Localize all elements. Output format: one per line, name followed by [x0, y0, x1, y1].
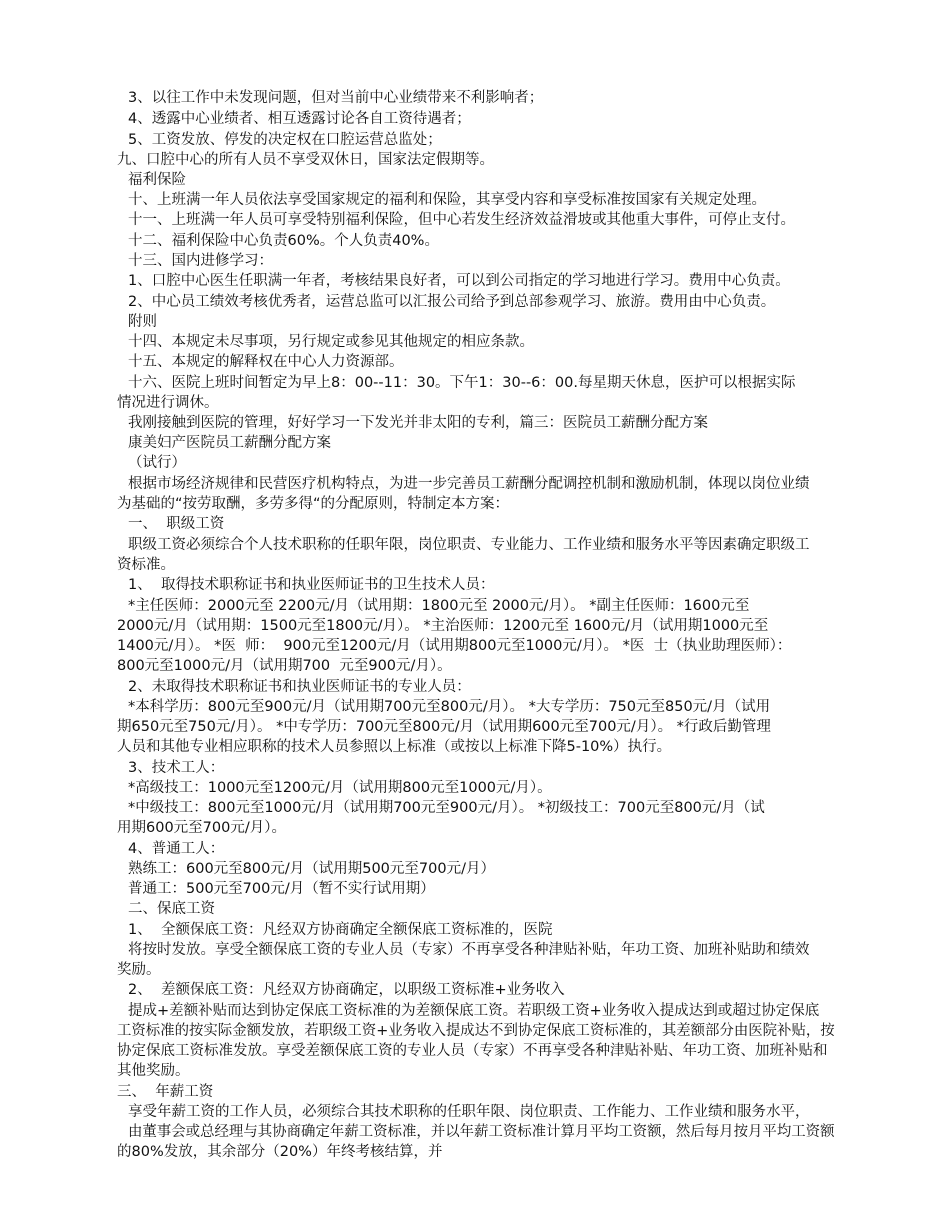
text-line: 十六、医院上班时间暂定为早上8：00--11：30。下午1：30--6：00.每星期天休息，医护可以根据实际	[128, 375, 796, 391]
section-heading: 享受年薪工资的工作人员，必须综合其技术职称的任职年限、岗位职责、工作能力、工作业绩和服务水平，	[128, 1104, 810, 1120]
text-line: *中级技工：800元至1000元/月（试用期700元至900元/月）。 *初级技工：700元至800元/月（试	[128, 800, 765, 816]
section-heading: 九、口腔中心的所有人员不享受双休日，国家法定假期等。	[117, 152, 494, 168]
text-line: 2000元/月（试用期：1500元至1800元/月）。 *主治医师：1200元至 1600元/月（试用期1000元至	[117, 618, 769, 634]
text-line: 1、 取得技术职称证书和执业医师证书的卫生技术人员：	[128, 577, 495, 593]
text-line: 1、口腔中心医生任职满一年者，考核结果良好者，可以到公司指定的学习地进行学习。费用中心负责。	[128, 273, 790, 289]
text-line: 普通工：500元至700元/月（暂不实行试用期）	[128, 881, 435, 897]
text-line: 提成+差额补贴而达到协定保底工资标准的为差额保底工资。若职级工资+业务收入提成达到或超过协定保底	[128, 1003, 820, 1019]
text-line: *高级技工：1000元至1200元/月（试用期800元至1000元/月）。	[128, 780, 552, 796]
text-line: 4、透露中心业绩者、相互透露讨论各自工资待遇者；	[128, 111, 471, 127]
text-line: 1、 全额保底工资：凡经双方协商确定全额保底工资标准的，医院	[128, 922, 553, 938]
text-line: 1400元/月）。 *医 师： 900元至1200元/月（试用期800元至1000元/月）。 *医 士（执业助理医师）：	[117, 638, 792, 654]
text-line: 情况进行调休。	[117, 395, 219, 411]
text-line: 人员和其他专业相应职称的技术人员参照以上标准（或按以上标准下降5-10%）执行。	[117, 739, 672, 755]
section-heading: 福利保险	[128, 172, 186, 188]
text-line: 由董事会或总经理与其协商确定年薪工资标准，并以年薪工资标准计算月平均工资额，然后每月按月平均工资额	[128, 1124, 835, 1140]
text-line: *本科学历：800元至900元/月（试用期700元至800元/月）。 *大专学历：750元至850元/月（试用	[128, 699, 771, 715]
text-line: 根据市场经济规律和民营医疗机构特点，为进一步完善员工薪酬分配调控机制和激励机制，体现以岗位业绩	[128, 476, 810, 492]
text-line: 用期600元至700元/月）。	[117, 820, 286, 836]
text-line: 3、技术工人：	[128, 760, 225, 776]
section-heading: 十三、国内进修学习：	[128, 253, 273, 269]
document-title: 康美妇产医院员工薪酬分配方案	[128, 435, 331, 451]
text-line: 800元至1000元/月（试用期700 元至900元/月）。	[117, 658, 452, 674]
text-line: 我刚接触到医院的管理，好好学习一下发光并非太阳的专利，篇三：医院员工薪酬分配方案	[128, 415, 708, 431]
text-line: 三、 年薪工资	[117, 1084, 214, 1100]
text-line: 资标准。	[117, 557, 175, 573]
text-line: 期650元至750元/月）。 *中专学历：700元至800元/月（试用期600元至700元/月）。 *行政后勤管理	[117, 719, 771, 735]
text-line: 3、以往工作中未发现问题，但对当前中心业绩带来不利影响者；	[128, 90, 544, 106]
text-line: 其他奖励。	[117, 1063, 190, 1079]
text-line: 十、上班满一年人员依法享受国家规定的福利和保险，其享受内容和享受标准按国家有关规定处理。	[128, 192, 766, 208]
text-line: 5、工资发放、停发的决定权在口腔运营总监处；	[128, 132, 442, 148]
text-line: 将按时发放。享受全额保底工资的专业人员（专家）不再享受各种津贴补贴，年功工资、加班补贴助和绩效	[128, 942, 810, 958]
text-line: 熟练工：600元至800元/月（试用期500元至700元/月）	[128, 861, 495, 877]
text-line: 奖励。	[117, 962, 161, 978]
text-line: 十二、福利保险中心负责60%。个人负责40%。	[128, 233, 439, 249]
text-line: 十一、上班满一年人员可享受特别福利保险，但中心若发生经济效益滑坡或其他重大事件，可停止支付。	[128, 212, 795, 228]
text-line: 2、未取得技术职称证书和执业医师证书的专业人员：	[128, 679, 471, 695]
text-line: 的80%发放，其余部分（20%）年终考核结算，并	[117, 1144, 443, 1160]
text-line: 职级工资必须综合个人技术职称的任职年限，岗位职责、专业能力、工作业绩和服务水平等因素确定职级工	[128, 537, 810, 553]
section-heading: 二、保底工资	[128, 901, 215, 917]
document-subtitle: （试行）	[128, 455, 186, 471]
text-line: 2、 差额保底工资：凡经双方协商确定，以职级工资标准+业务收入	[128, 982, 565, 998]
text-line: 十四、本规定未尽事项，另行规定或参见其他规定的相应条款。	[128, 334, 534, 350]
text-line: 工资标准的按实际金额发放，若职级工资+业务收入提成达不到协定保底工资标准的，其差额部分由医院补贴，按	[117, 1023, 835, 1039]
section-heading: 一、 职级工资	[128, 516, 225, 532]
text-line: *主任医师：2000元至 2200元/月（试用期：1800元至 2000元/月）。 *副主任医师：1600元至	[128, 598, 750, 614]
text-line: 2、中心员工绩效考核优秀者，运营总监可以汇报公司给予到总部参观学习、旅游。费用由中心负责。	[128, 294, 776, 310]
text-line: 4、普通工人：	[128, 841, 225, 857]
section-heading: 附则	[128, 314, 157, 330]
text-line: 为基础的“按劳取酬，多劳多得“的分配原则，特制定本方案：	[117, 496, 510, 512]
text-line: 协定保底工资标准发放。享受差额保底工资的专业人员（专家）不再享受各种津贴补贴、年功工资、加班补贴和	[117, 1043, 828, 1059]
text-line: 十五、本规定的解释权在中心人力资源部。	[128, 354, 404, 370]
